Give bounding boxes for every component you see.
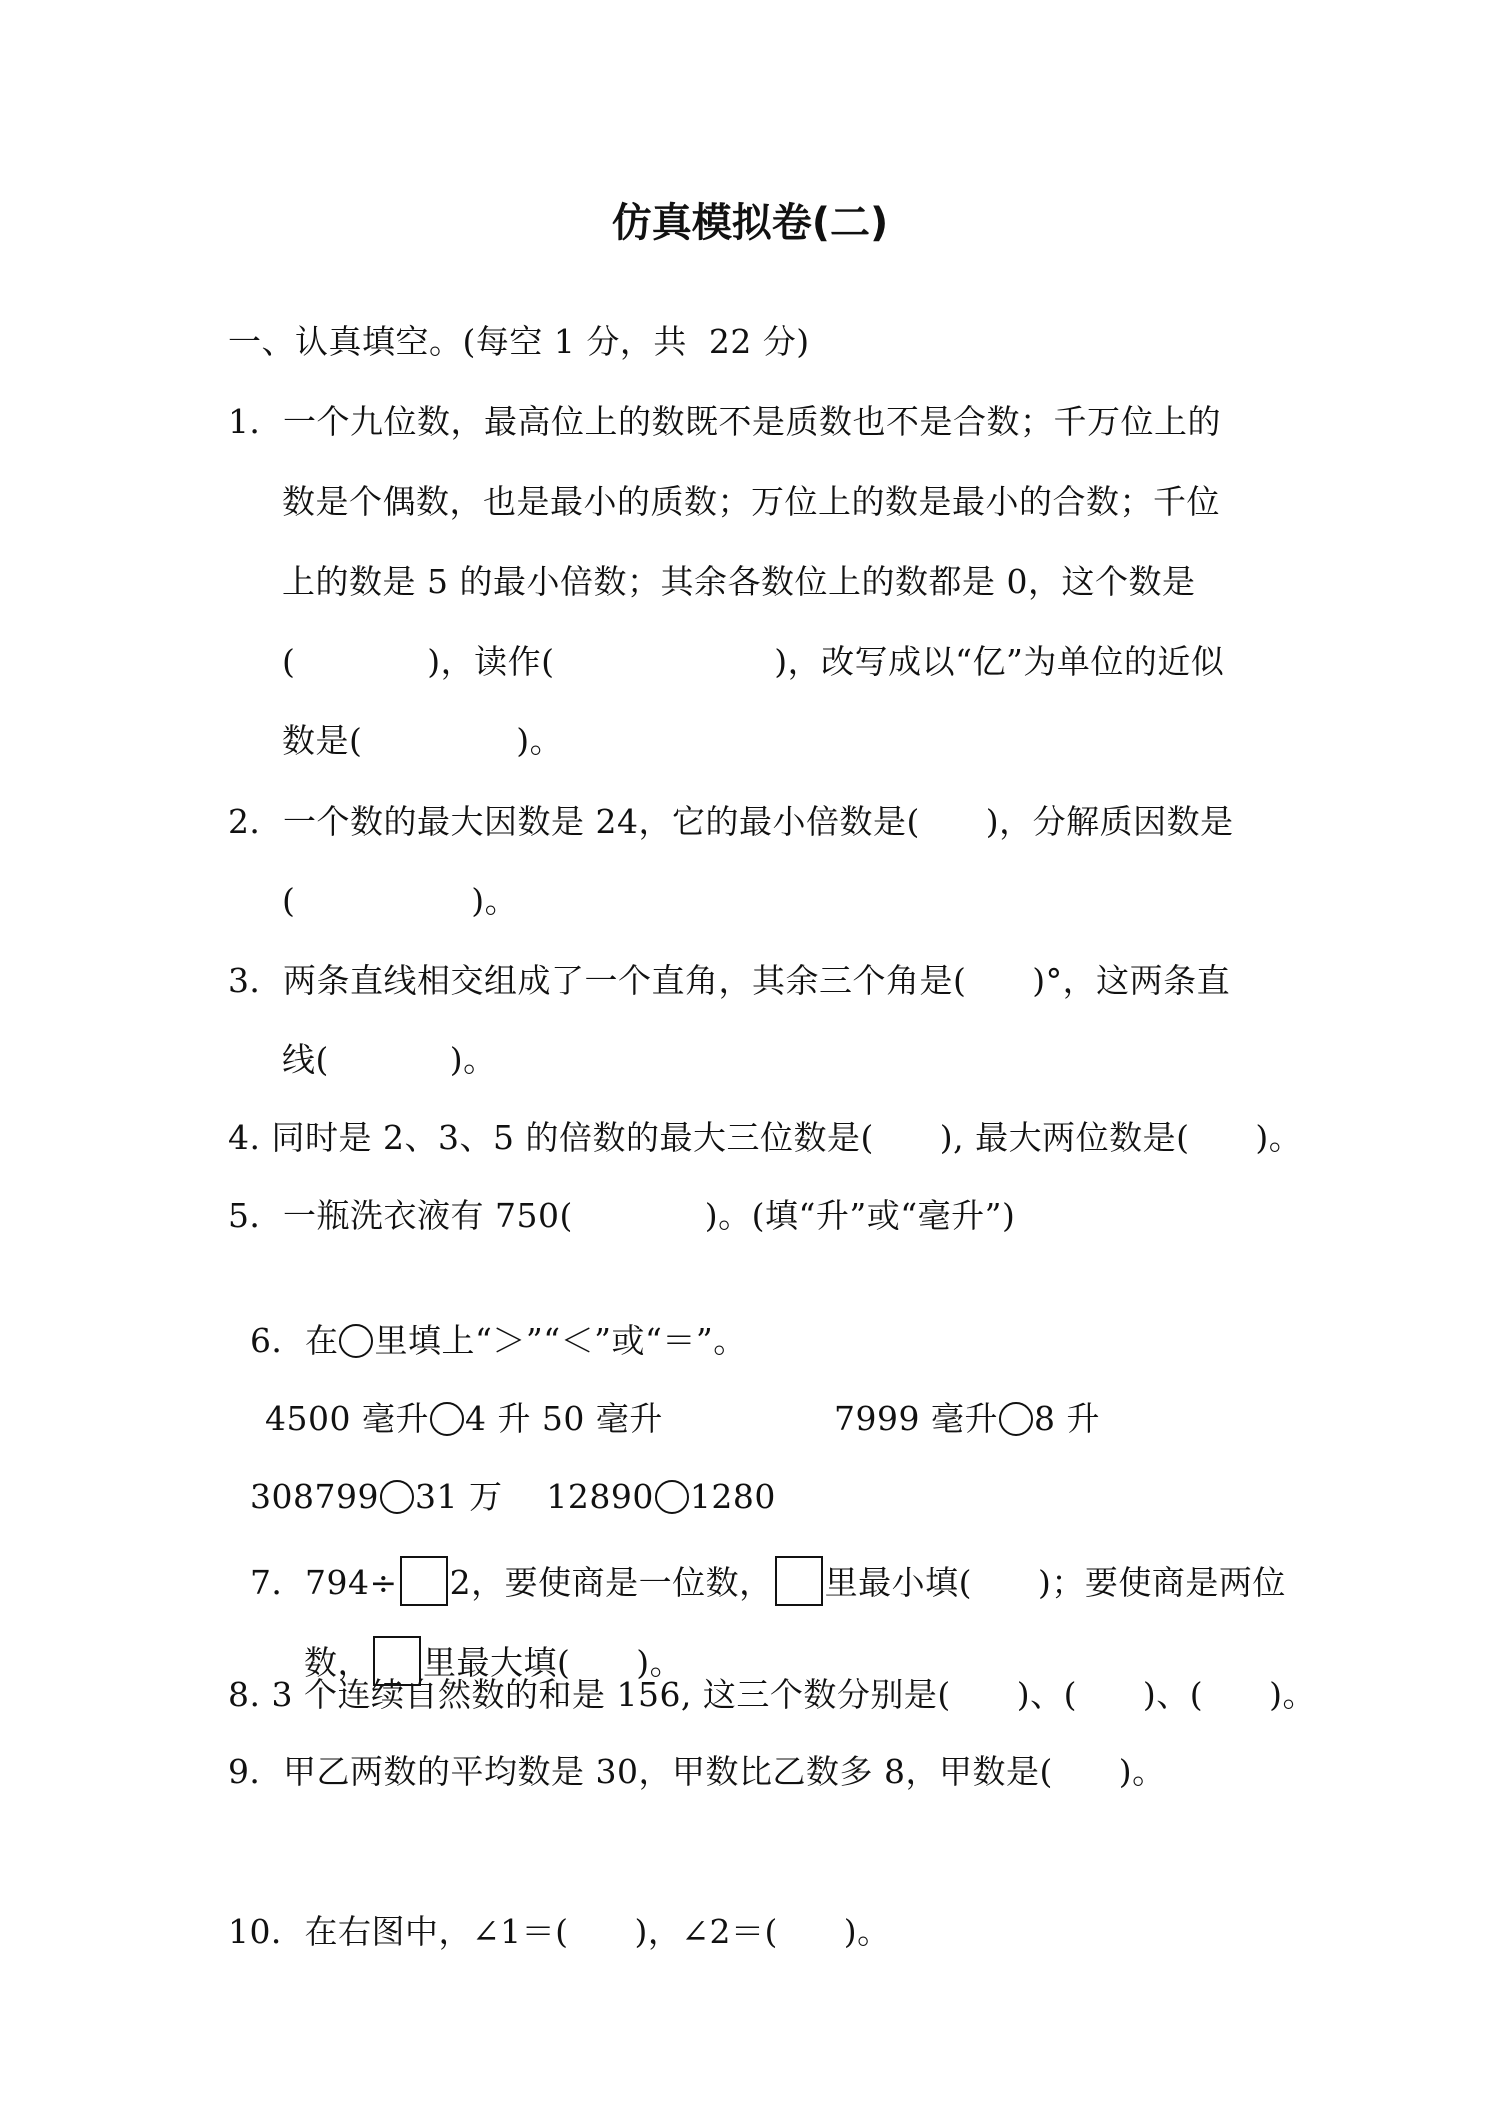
page-title: 仿真模拟卷(二) bbox=[611, 200, 889, 246]
q6-r2c: 1280 bbox=[689, 1477, 776, 1516]
compare-circle-4[interactable] bbox=[655, 1480, 689, 1514]
compare-circle-3[interactable] bbox=[380, 1480, 414, 1514]
section-heading: 一、认真填空。(每空 1 分，共 22 分) bbox=[228, 322, 810, 361]
q7-c: 里最小填( )；要使商是两位 bbox=[824, 1563, 1286, 1602]
q7-line-2 bbox=[282, 1596, 683, 1686]
q1-line-5: 数是( )。 bbox=[282, 721, 564, 760]
q1-line-1: 1．一个九位数，最高位上的数既不是质数也不是合数；千万位上的 bbox=[228, 402, 1221, 441]
q3-line-2: 线( )。 bbox=[282, 1040, 497, 1079]
q7-e: 里最大填( )。 bbox=[422, 1643, 684, 1682]
q7-a: 7．794÷ bbox=[249, 1563, 398, 1602]
q6-prefix: 6．在 bbox=[249, 1321, 339, 1360]
q2-line-2: ( )。 bbox=[282, 881, 519, 920]
q5-line-1: 5．一瓶洗衣液有 750( )。(填“升”或“毫升”) bbox=[228, 1196, 1016, 1235]
q7-line-1 bbox=[228, 1516, 1286, 1606]
q1-line-3: 上的数是 5 的最小倍数；其余各数位上的数都是 0，这个数是 bbox=[282, 562, 1196, 601]
q6-r1c: 7999 毫升 bbox=[833, 1399, 998, 1438]
q7-b: 2，要使商是一位数， bbox=[449, 1563, 773, 1602]
q6-row-1-right bbox=[812, 1359, 1100, 1439]
q7-d: 数， bbox=[303, 1643, 371, 1682]
q3-line-1: 3．两条直线相交组成了一个直角，其余三个角是( )°，这两条直 bbox=[228, 961, 1231, 1000]
q1-line-2: 数是个偶数，也是最小的质数；万位上的数是最小的合数；千位 bbox=[282, 482, 1220, 521]
q6-row-1-left bbox=[232, 1359, 663, 1439]
q10-line-1: 10．在右图中，∠1＝( )，∠2＝( )。 bbox=[228, 1912, 891, 1951]
compare-circle bbox=[339, 1324, 373, 1358]
q6-r1b: 4 升 50 毫升 bbox=[464, 1399, 663, 1438]
q6-r2a: 308799 bbox=[249, 1477, 379, 1516]
q1-line-4: ( )，读作( )，改写成以“亿”为单位的近似 bbox=[282, 642, 1225, 681]
compare-circle-2[interactable] bbox=[999, 1402, 1033, 1436]
q6-line-1 bbox=[228, 1281, 747, 1361]
q6-r2b: 31 万 12890 bbox=[414, 1477, 654, 1516]
q6-r1d: 8 升 bbox=[1033, 1399, 1100, 1438]
digit-box-ref-1 bbox=[775, 1556, 823, 1606]
q6-instruction: 里填上“＞”“＜”或“＝”。 bbox=[374, 1321, 747, 1360]
q9-line-1: 9．甲乙两数的平均数是 30，甲数比乙数多 8，甲数是( )。 bbox=[228, 1752, 1166, 1791]
q8-line-1: 8. 3 个连续自然数的和是 156, 这三个数分别是( )、( )、( )。 bbox=[228, 1675, 1316, 1714]
q2-line-1: 2．一个数的最大因数是 24，它的最小倍数是( )，分解质因数是 bbox=[228, 802, 1234, 841]
compare-circle-1[interactable] bbox=[430, 1402, 464, 1436]
q4-line-1: 4. 同时是 2、3、5 的倍数的最大三位数是( ), 最大两位数是( )。 bbox=[228, 1118, 1303, 1157]
q6-r1a: 4500 毫升 bbox=[253, 1399, 429, 1438]
q6-row-2 bbox=[228, 1437, 776, 1517]
